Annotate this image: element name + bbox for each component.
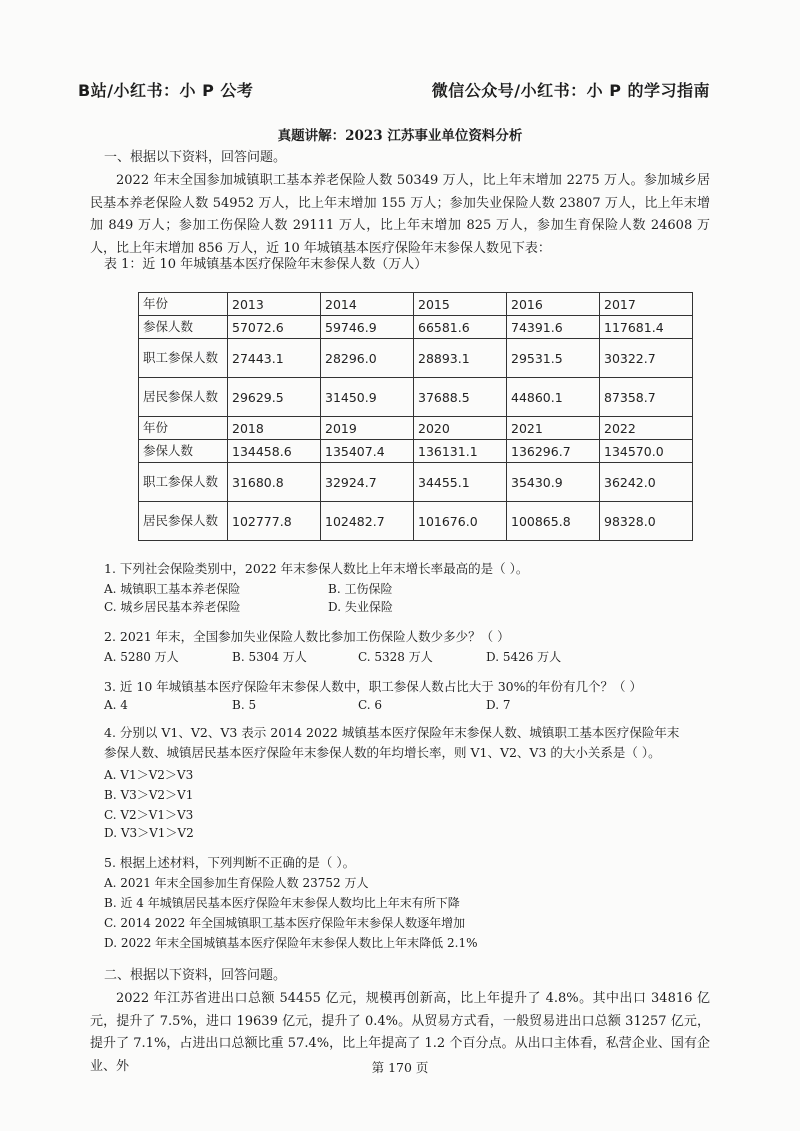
table-row-label: 职工参保人数 bbox=[139, 463, 228, 502]
section2-paragraph: 2022 年江苏省进出口总额 54455 亿元，规模再创新高，比上年提升了 4.8%。其中出口 34816 亿元，提升了 7.5%，进口 19639 亿元，提升了 0.4%。从贸易方式看，一般贸易进出口总额 31257 亿元，提升了 7.1%，占进出口总额比重 57.4%，比上年提高了 1.2 个百分点。从出口主体看，私营企业、国有企业、外 bbox=[90, 991, 710, 1074]
table-cell: 27443.1 bbox=[228, 339, 321, 378]
table-cell: 31680.8 bbox=[228, 463, 321, 502]
q1-option-b: B. 工伤保险 bbox=[328, 582, 393, 596]
q3-option-d: D. 7 bbox=[486, 698, 511, 712]
table-cell: 102482.7 bbox=[321, 502, 414, 541]
table-year-cell: 2016 bbox=[507, 293, 600, 316]
section1-paragraph: 2022 年末全国参加城镇职工基本养老保险人数 50349 万人，比上年末增加 2275 万人。参加城乡居民基本养老保险人数 54952 万人，比上年末增加 155 万人；参加失业保险人数 23807 万人，比上年末增加 849 万人；参加工伤保险人数 29111 万人，比上年末增加 825 万人，参加生育保险人数 24608 万人，比上年末增加 856 万人，近 10 年城镇基本医疗保险年末参保人数见下表： bbox=[90, 173, 710, 256]
q4-option-a: A. V1＞V2＞V3 bbox=[104, 768, 194, 782]
q3-option-a: A. 4 bbox=[104, 698, 128, 712]
table-row bbox=[139, 502, 693, 541]
table-row bbox=[139, 378, 693, 417]
table-caption: 表 1：近 10 年城镇基本医疗保险年末参保人数（万人） bbox=[104, 257, 428, 272]
table-cell: 102777.8 bbox=[228, 502, 321, 541]
table-year-cell: 2015 bbox=[414, 293, 507, 316]
table-cell: 134458.6 bbox=[228, 440, 321, 463]
table-year-cell: 2021 bbox=[507, 417, 600, 440]
section2-heading: 二、根据以下资料，回答问题。 bbox=[104, 968, 287, 983]
page-number: 第 170 页 bbox=[371, 1060, 429, 1075]
table-cell: 34455.1 bbox=[414, 463, 507, 502]
q4-option-d: D. V3＞V1＞V2 bbox=[104, 826, 194, 840]
q3-option-b: B. 5 bbox=[232, 698, 257, 712]
q5-option-d: D. 2022 年末全国城镇基本医疗保险年末参保人数比上年末降低 2.1% bbox=[104, 936, 478, 950]
header-left: B站/小红书：小 P 公考 bbox=[78, 81, 254, 100]
table-header-label: 年份 bbox=[139, 293, 228, 316]
table-header-row bbox=[139, 293, 693, 316]
table-cell: 29531.5 bbox=[507, 339, 600, 378]
table-cell: 28893.1 bbox=[414, 339, 507, 378]
q2-option-a: A. 5280 万人 bbox=[104, 650, 179, 664]
header-right: 微信公众号/小红书：小 P 的学习指南 bbox=[431, 81, 710, 100]
q5-option-b: B. 近 4 年城镇居民基本医疗保险年末参保人数均比上年末有所下降 bbox=[104, 896, 460, 910]
q5-option-a: A. 2021 年末全国参加生育保险人数 23752 万人 bbox=[104, 876, 369, 890]
table-row bbox=[139, 339, 693, 378]
table-row-label: 参保人数 bbox=[139, 440, 228, 463]
table-cell: 30322.7 bbox=[600, 339, 693, 378]
table-row bbox=[139, 440, 693, 463]
table-cell: 36242.0 bbox=[600, 463, 693, 502]
table-cell: 135407.4 bbox=[321, 440, 414, 463]
q1-option-a: A. 城镇职工基本养老保险 bbox=[104, 582, 241, 596]
table-row-label: 居民参保人数 bbox=[139, 502, 228, 541]
table-cell: 31450.9 bbox=[321, 378, 414, 417]
q2-option-d: D. 5426 万人 bbox=[486, 650, 562, 664]
q1-option-c: C. 城乡居民基本养老保险 bbox=[104, 600, 241, 614]
table-cell: 57072.6 bbox=[228, 316, 321, 339]
table-cell: 136131.1 bbox=[414, 440, 507, 463]
section1-heading: 一、根据以下资料，回答问题。 bbox=[104, 150, 287, 165]
table-cell: 87358.7 bbox=[600, 378, 693, 417]
table-cell: 44860.1 bbox=[507, 378, 600, 417]
q3-option-c: C. 6 bbox=[358, 698, 383, 712]
table-year-cell: 2019 bbox=[321, 417, 414, 440]
table-cell: 74391.6 bbox=[507, 316, 600, 339]
table-header-label: 年份 bbox=[139, 417, 228, 440]
table-year-cell: 2022 bbox=[600, 417, 693, 440]
page-title: 真题讲解：2023 江苏事业单位资料分析 bbox=[277, 128, 523, 144]
q4-stem-line1: 4. 分别以 V1、V2、V3 表示 2014 2022 城镇基本医疗保险年末参保人数、城镇职工基本医疗保险年末 bbox=[104, 725, 680, 740]
insurance-table bbox=[138, 292, 693, 541]
table-cell: 32924.7 bbox=[321, 463, 414, 502]
q2-option-b: B. 5304 万人 bbox=[232, 650, 307, 664]
q4-option-c: C. V2＞V1＞V3 bbox=[104, 808, 194, 822]
q5-stem: 5. 根据上述材料，下列判断不正确的是（ ）。 bbox=[104, 855, 356, 870]
table-row-label: 居民参保人数 bbox=[139, 378, 228, 417]
q5-option-c: C. 2014 2022 年全国城镇职工基本医疗保险年末参保人数逐年增加 bbox=[104, 916, 466, 930]
table-year-cell: 2017 bbox=[600, 293, 693, 316]
q1-option-d: D. 失业保险 bbox=[328, 600, 393, 614]
table-cell: 35430.9 bbox=[507, 463, 600, 502]
table-year-cell: 2018 bbox=[228, 417, 321, 440]
table-cell: 37688.5 bbox=[414, 378, 507, 417]
q1-stem: 1. 下列社会保险类别中，2022 年末参保人数比上年末增长率最高的是（ ）。 bbox=[104, 561, 529, 576]
table-cell: 66581.6 bbox=[414, 316, 507, 339]
q2-option-c: C. 5328 万人 bbox=[358, 650, 433, 664]
table-cell: 100865.8 bbox=[507, 502, 600, 541]
table-year-cell: 2014 bbox=[321, 293, 414, 316]
table-cell: 59746.9 bbox=[321, 316, 414, 339]
table-row-label: 参保人数 bbox=[139, 316, 228, 339]
table-cell: 117681.4 bbox=[600, 316, 693, 339]
table-cell: 136296.7 bbox=[507, 440, 600, 463]
q4-stem-line2: 参保人数、城镇居民基本医疗保险年末参保人数的年均增长率，则 V1、V2、V3 的大小关系是（ ）。 bbox=[104, 745, 661, 760]
q3-stem: 3. 近 10 年城镇基本医疗保险年末参保人数中，职工参保人数占比大于 30%的年份有几个？（ ） bbox=[104, 679, 642, 694]
table-cell: 29629.5 bbox=[228, 378, 321, 417]
table-year-cell: 2013 bbox=[228, 293, 321, 316]
q4-option-b: B. V3＞V2＞V1 bbox=[104, 788, 194, 802]
table-row bbox=[139, 316, 693, 339]
table-row bbox=[139, 463, 693, 502]
q2-stem: 2. 2021 年末，全国参加失业保险人数比参加工伤保险人数少多少？（ ） bbox=[104, 629, 510, 644]
table-year-cell: 2020 bbox=[414, 417, 507, 440]
table-cell: 134570.0 bbox=[600, 440, 693, 463]
table-header-row bbox=[139, 417, 693, 440]
table-cell: 101676.0 bbox=[414, 502, 507, 541]
table-cell: 28296.0 bbox=[321, 339, 414, 378]
table-cell: 98328.0 bbox=[600, 502, 693, 541]
table-row-label: 职工参保人数 bbox=[139, 339, 228, 378]
